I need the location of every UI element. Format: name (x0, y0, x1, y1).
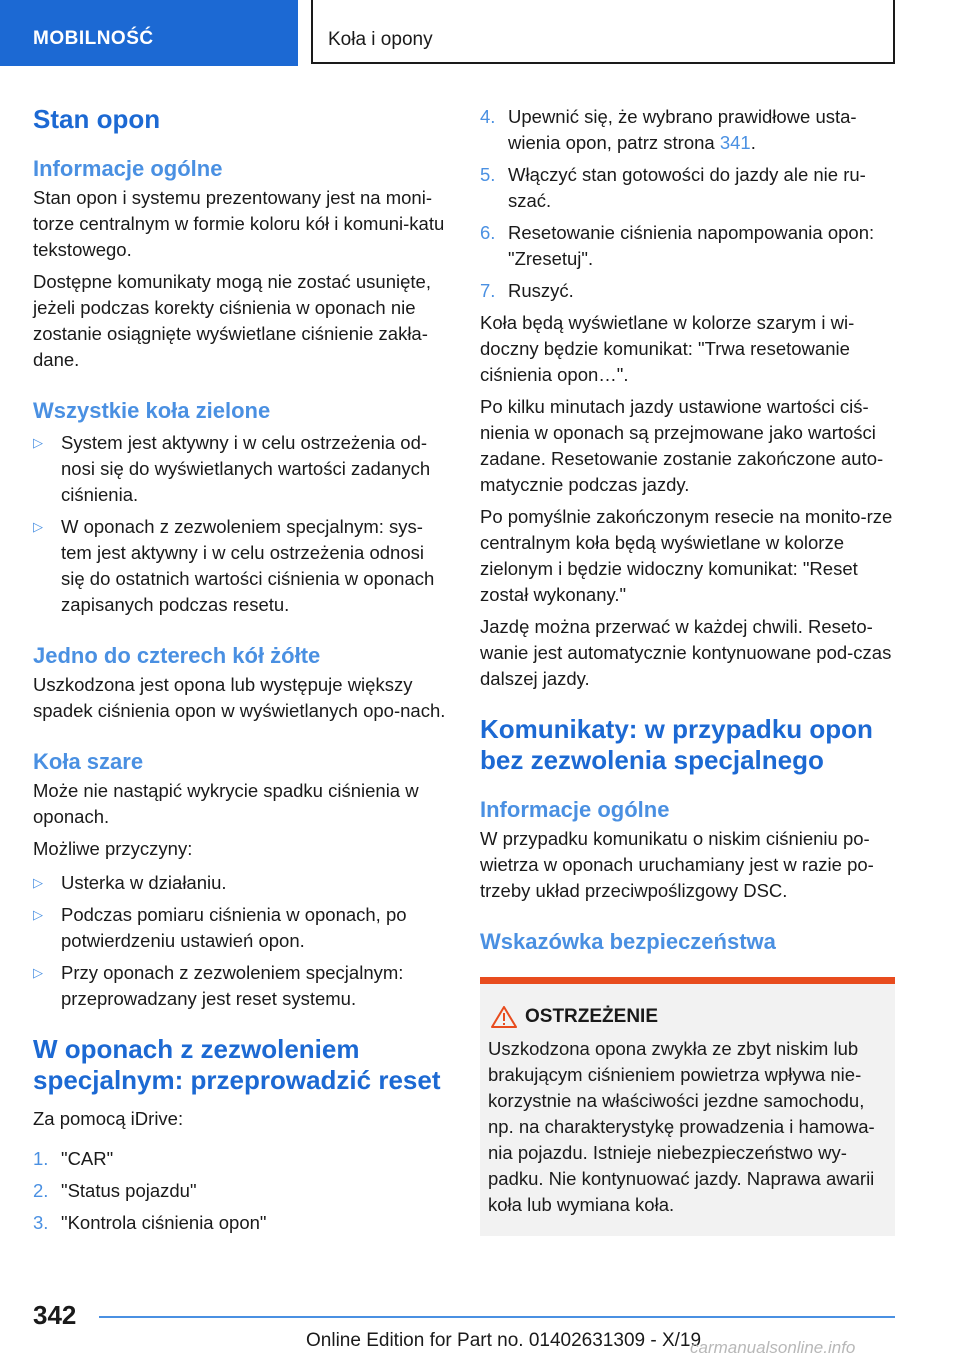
warning-box (480, 977, 895, 1236)
yellow-paragraph: Uszkodzona jest opona lub występuje większy spadek ciśnienia opon w wyświetlanych opo-nach. (33, 674, 446, 721)
reset-paragraph-4: Jazdę można przerwać w każdej chwili. Reseto-wanie jest automatycznie kontynuowane pod-czas dalszej jazdy. (480, 616, 892, 689)
general-paragraph-2: Dostępne komunikaty mogą nie zostać usunięte, jeżeli podczas korekty ciśnienia w oponach nie zostanie osiągnięte wyświetlane ciśnienie zakła-dane. (33, 271, 431, 370)
general-paragraph-3: W przypadku komunikatu o niskim ciśnieniu po-wietrza w oponach uruchamiany jest w razie po-trzeby układ przeciwpoślizgowy DSC. (480, 828, 874, 901)
page-header (0, 0, 960, 66)
list-item: ▷ Podczas pomiaru ciśnienia w oponach, po potwierdzeniu ustawień opon. (33, 904, 407, 951)
step-item: 6. Resetowanie ciśnienia napompowania opon: "Zresetuj". (480, 222, 875, 269)
reset-heading: W oponach z zezwoleniem specjalnym: przeprowadzić reset (33, 1034, 441, 1095)
list-item: ▷ W oponach z zezwoleniem specjalnym: sys-tem jest aktywny i w celu ostrzeżenia odnosi się do ostatnich wartości ciśnienia w oponach zapisanych podczas resetu. (33, 516, 435, 615)
step-item: 2. "Status pojazdu" (33, 1180, 197, 1201)
warning-text: Uszkodzona opona zwykła ze zbyt niskim lub brakującym ciśnieniem powietrza wpływa nie-korzystnie na właściwości jezdne samochodu, np. na charakterystykę prowadzenia i hamowa-nia pojazdu. Istnieje niebezpieczeństwo wy-padku. Nie kontynuować jazdy. Naprawa awarii koła lub wymiana koła. (488, 1038, 875, 1215)
edition-text: Online Edition for Part no. 01402631309 - X/19 (306, 1330, 702, 1351)
footer-divider (99, 1316, 895, 1318)
list-item: ▷ Usterka w działaniu. (33, 870, 448, 896)
warning-triangle-icon (491, 1006, 517, 1028)
safety-heading: Wskazówka bezpieczeństwa (480, 929, 776, 954)
reset-intro: Za pomocą iDrive: (33, 1108, 184, 1129)
list-item: ▷ Przy oponach z zezwoleniem specjalnym: przeprowadzany jest reset systemu. (33, 962, 404, 1009)
reset-paragraph-1: Koła będą wyświetlane w kolorze szarym i wi-doczny będzie komunikat: "Trwa resetowanie ciśnienia opon…". (480, 312, 855, 385)
triangle-bullet-icon: ▷ (33, 875, 43, 890)
section-label: MOBILNOŚĆ (33, 28, 154, 49)
triangle-bullet-icon: ▷ (33, 907, 43, 922)
section-title: Stan opon (33, 104, 161, 134)
messages-heading: Komunikaty: w przypadku opon bez zezwolenia specjalnego (480, 714, 873, 775)
general-heading-2: Informacje ogólne (480, 797, 670, 822)
triangle-bullet-icon: ▷ (33, 519, 43, 534)
yellow-heading: Jedno do czterech kół żółte (33, 643, 321, 668)
chapter-tab (311, 0, 895, 64)
watermark: carmanualsonline.info (690, 1338, 856, 1357)
page-number: 342 (33, 1300, 77, 1330)
grey-paragraph-2: Możliwe przyczyny: (33, 838, 193, 859)
step-item: 5. Włączyć stan gotowości do jazdy ale nie ru-szać. (480, 164, 866, 211)
general-paragraph-1: Stan opon i systemu prezentowany jest na moni-torze centralnym w formie koloru kół i komuni-katu tekstowego. (33, 187, 445, 260)
step-item: 1. "CAR" (33, 1148, 114, 1169)
warning-title: OSTRZEŻENIE (488, 1004, 887, 1030)
step-item: 7. Ruszyć. (480, 280, 574, 301)
left-column (33, 98, 448, 1242)
reset-paragraph-2: Po kilku minutach jazdy ustawione wartości ciś-nienia w oponach są przejmowane jako wartości zadane. Resetowanie zostanie zakończone auto-matycznie podczas jazdy. (480, 396, 884, 495)
step-item: 4. Upewnić się, że wybrano prawidłowe usta-wienia opon, patrz strona 341. (480, 106, 857, 153)
chapter-label: Koła i opony (328, 29, 433, 50)
list-item: ▷ System jest aktywny i w celu ostrzeżenia od-nosi się do wyświetlanych wartości zadanych ciśnienia. (33, 432, 431, 505)
page-link[interactable]: 341 (719, 132, 751, 153)
triangle-bullet-icon: ▷ (33, 435, 43, 450)
section-tab (0, 0, 298, 66)
all-green-heading: Wszystkie koła zielone (33, 398, 271, 423)
general-heading: Informacje ogólne (33, 156, 223, 181)
triangle-bullet-icon: ▷ (33, 965, 43, 980)
grey-paragraph-1: Może nie nastąpić wykrycie spadku ciśnienia w oponach. (33, 780, 419, 827)
reset-paragraph-3: Po pomyślnie zakończonym resecie na monito-rze centralnym koła będą wyświetlane w kolorze zielonym i będzie widoczny komunikat: "Reset został wykonany." (480, 506, 893, 605)
step-item: 3. "Kontrola ciśnienia opon" (33, 1212, 267, 1233)
grey-heading: Koła szare (33, 749, 144, 774)
right-column (480, 104, 895, 1236)
